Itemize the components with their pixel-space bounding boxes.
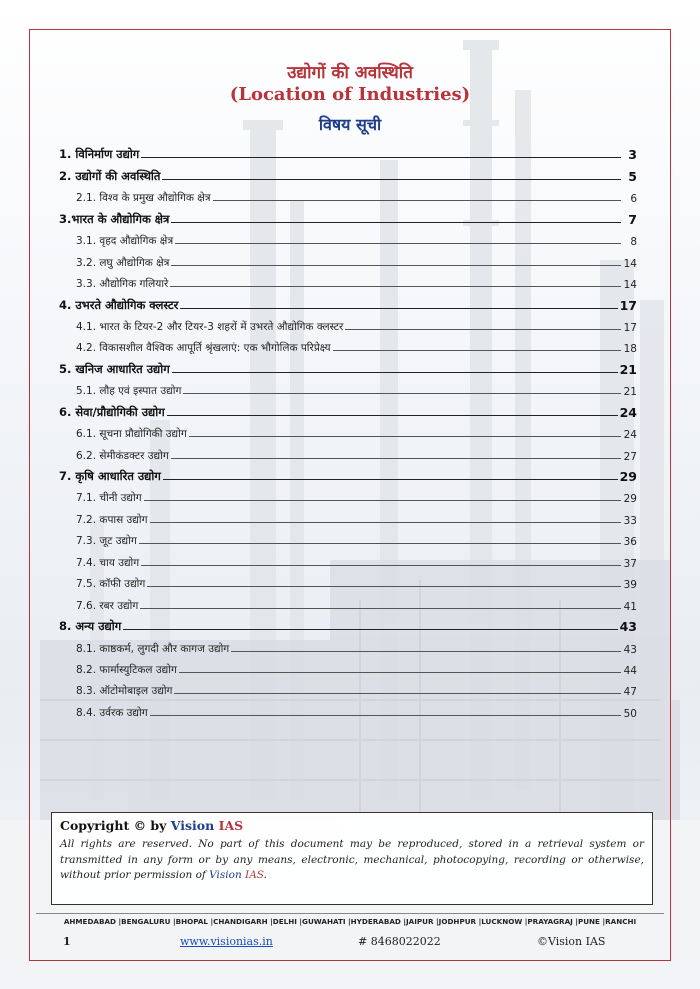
toc-leader-line: [141, 157, 621, 158]
toc-entry-label: 4.2. विकासशील वैश्विक आपूर्ति श्रृंखलाएं: एक भौगोलिक परिप्रेक्ष्य: [76, 342, 331, 355]
toc-leader-line: [213, 200, 621, 201]
toc-subsection-entry[interactable]: [59, 184, 637, 205]
toc-entry-label: 8.4. उर्वरक उद्योग: [76, 706, 148, 719]
toc-subsection-entry[interactable]: [59, 656, 637, 677]
toc-entry-label: 8.2. फार्मास्युटिकल उद्योग: [76, 663, 177, 676]
toc-page-number: 43: [619, 619, 637, 635]
toc-section-entry[interactable]: [59, 162, 637, 183]
toc-leader-line: [179, 672, 621, 673]
toc-entry-label: 3.3. औद्योगिक गलियारे: [76, 278, 169, 291]
toc-entry-label: 2.1. विश्व के प्रमुख औद्योगिक क्षेत्र: [76, 192, 211, 205]
toc-section-entry[interactable]: [59, 205, 637, 226]
copyright-brand-ias: IAS: [241, 869, 264, 881]
toc-section-entry[interactable]: [59, 398, 637, 419]
city-list: AHMEDABAD |BENGALURU |BHOPAL |CHANDIGARH |DELHI |GUWAHATI |HYDERABAD |JAIPUR |JODHPUR |LUCKNOW |PRAYAGRAJ |PUNE |RANCHI: [36, 913, 664, 926]
toc-page-number: 8: [630, 236, 637, 249]
toc-entry-label: 1. विनिर्माण उद्योग: [59, 147, 140, 162]
page-title-english: (Location of Industries): [229, 84, 471, 105]
toc-entry-label: 7.3. जूट उद्योग: [76, 535, 137, 548]
page-footer: [0, 935, 700, 953]
toc-subsection-entry[interactable]: [59, 698, 637, 719]
toc-subsection-entry[interactable]: [59, 570, 637, 591]
toc-page-number: 41: [623, 600, 637, 613]
toc-page-number: 17: [623, 321, 637, 334]
brand-ias: IAS: [214, 818, 244, 833]
toc-page-number: 27: [623, 450, 637, 463]
toc-page-number: 3: [628, 147, 637, 163]
page-title-hindi: उद्योगों की अवस्थिति: [287, 63, 413, 83]
copyright-heading: [60, 818, 644, 833]
toc-page-number: 5: [628, 168, 637, 184]
toc-subsection-entry[interactable]: [59, 677, 637, 698]
toc-entry-label: 3.1. वृहद औद्योगिक क्षेत्र: [76, 235, 174, 248]
table-of-contents: [59, 141, 637, 720]
toc-page-number: 24: [623, 429, 637, 442]
phone-number: # 8468022022: [358, 935, 441, 948]
toc-entry-label: 4. उभरते औद्योगिक क्लस्टर: [59, 297, 179, 312]
toc-leader-line: [180, 308, 617, 309]
toc-leader-line: [174, 693, 621, 694]
toc-subsection-entry[interactable]: [59, 313, 637, 334]
toc-entry-label: 7.4. चाय उद्योग: [76, 556, 140, 569]
toc-leader-line: [171, 222, 621, 223]
toc-page-number: 43: [623, 643, 637, 656]
toc-leader-line: [345, 329, 621, 330]
toc-leader-line: [144, 500, 621, 501]
toc-section-entry[interactable]: [59, 613, 637, 634]
toc-subsection-entry[interactable]: [59, 548, 637, 569]
footer-copyright: ©Vision IAS: [537, 935, 606, 948]
toc-subsection-entry[interactable]: [59, 505, 637, 526]
toc-entry-label: 7.6. रबर उद्योग: [76, 599, 139, 612]
copyright-box: [51, 812, 653, 905]
toc-entry-label: 8.3. ऑटोमोबाइल उद्योग: [76, 685, 173, 698]
toc-entry-label: 8.1. काष्ठकर्म, लुगदी और कागज उद्योग: [76, 642, 230, 655]
toc-page-number: 24: [619, 404, 637, 420]
toc-leader-line: [150, 715, 621, 716]
toc-page-number: 17: [619, 297, 637, 313]
copyright-prefix: Copyright © by: [60, 818, 171, 833]
toc-leader-line: [162, 179, 621, 180]
toc-entry-label: 8. अन्य उद्योग: [59, 619, 122, 634]
toc-page-number: 33: [623, 514, 637, 527]
toc-page-number: 39: [623, 579, 637, 592]
page-number: 1: [63, 935, 71, 948]
toc-leader-line: [123, 629, 617, 630]
toc-entry-label: 6.1. सूचना प्रौद्योगिकी उद्योग: [76, 428, 187, 441]
toc-entry-label: 7. कृषि आधारित उद्योग: [59, 469, 161, 483]
toc-page-number: 14: [623, 257, 637, 270]
toc-subsection-entry[interactable]: [59, 377, 637, 398]
toc-page-number: 36: [623, 536, 637, 549]
toc-leader-line: [141, 565, 621, 566]
toc-leader-line: [140, 608, 621, 609]
website-link[interactable]: www.visionias.in: [180, 935, 273, 948]
toc-leader-line: [163, 479, 618, 480]
toc-subsection-entry[interactable]: [59, 591, 637, 612]
toc-leader-line: [183, 393, 621, 394]
toc-leader-line: [170, 286, 621, 287]
toc-subsection-entry[interactable]: [59, 248, 637, 269]
toc-heading: विषय सूची: [318, 115, 382, 134]
toc-subsection-entry[interactable]: [59, 270, 637, 291]
toc-page-number: 47: [623, 686, 637, 699]
toc-page-number: 7: [628, 211, 637, 227]
toc-entry-label: 3.भारत के औद्योगिक क्षेत्र: [59, 211, 170, 226]
toc-entry-label: 3.2. लघु औद्योगिक क्षेत्र: [76, 256, 170, 269]
toc-page-number: 44: [623, 664, 637, 677]
toc-page-number: 29: [623, 493, 637, 506]
toc-leader-line: [171, 265, 621, 266]
toc-section-entry[interactable]: [59, 463, 637, 484]
copyright-period: .: [263, 869, 267, 881]
toc-section-entry[interactable]: [59, 141, 637, 162]
toc-section-entry[interactable]: [59, 291, 637, 312]
toc-entry-label: 5.1. लौह एवं इस्पात उद्योग: [76, 385, 182, 398]
toc-leader-line: [172, 372, 618, 373]
toc-subsection-entry[interactable]: [59, 634, 637, 655]
toc-entry-label: 6. सेवा/प्रौद्योगिकी उद्योग: [59, 404, 165, 419]
toc-entry-label: 4.1. भारत के टियर-2 और टियर-3 शहरों में उभरते औद्योगिक क्लस्टर: [76, 320, 344, 333]
toc-section-entry[interactable]: [59, 355, 637, 376]
toc-leader-line: [333, 350, 621, 351]
toc-subsection-entry[interactable]: [59, 227, 637, 248]
toc-page-number: 37: [623, 557, 637, 570]
toc-subsection-entry[interactable]: [59, 334, 637, 355]
toc-leader-line: [189, 436, 621, 437]
toc-page-number: 50: [623, 707, 637, 720]
toc-entry-label: 2. उद्योगों की अवस्थिति: [59, 168, 161, 183]
toc-subsection-entry[interactable]: [59, 527, 637, 548]
copyright-body: All rights are reserved. No part of this document may be reproduced, stored in a retrieval system or transmitted in any form or by any means, electronic, mechanical, photocopying, recording or otherwise, without prior permission of: [60, 838, 644, 881]
toc-leader-line: [171, 458, 621, 459]
toc-leader-line: [167, 415, 618, 416]
copyright-brand-vision: Vision: [209, 869, 242, 881]
toc-entry-label: 7.1. चीनी उद्योग: [76, 492, 142, 505]
toc-leader-line: [147, 586, 621, 587]
toc-subsection-entry[interactable]: [59, 441, 637, 462]
toc-page-number: 21: [623, 386, 637, 399]
toc-page-number: 6: [630, 193, 637, 206]
toc-subsection-entry[interactable]: [59, 420, 637, 441]
toc-entry-label: 6.2. सेमीकंडक्टर उद्योग: [76, 449, 169, 462]
toc-leader-line: [231, 651, 621, 652]
toc-page-number: 18: [623, 343, 637, 356]
copyright-text: [60, 837, 644, 884]
toc-page-number: 21: [619, 361, 637, 377]
toc-entry-label: 7.5. कॉफी उद्योग: [76, 578, 146, 591]
toc-entry-label: 5. खनिज आधारित उद्योग: [59, 361, 170, 376]
toc-leader-line: [139, 543, 621, 544]
toc-entry-label: 7.2. कपास उद्योग: [76, 513, 148, 526]
toc-subsection-entry[interactable]: [59, 484, 637, 505]
toc-leader-line: [150, 522, 621, 523]
toc-page-number: 14: [623, 279, 637, 292]
toc-page-number: 29: [619, 469, 637, 484]
brand-vision: Vision: [170, 818, 215, 833]
toc-leader-line: [175, 243, 621, 244]
